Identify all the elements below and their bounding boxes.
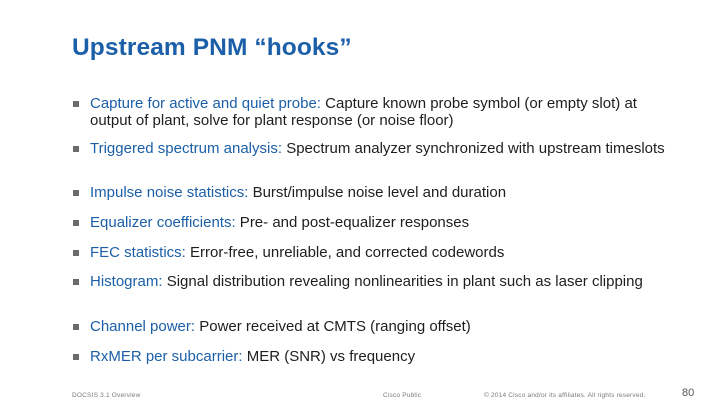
bullet-item <box>72 318 682 335</box>
page-number: 80 <box>682 387 695 399</box>
bullet-text: MER (SNR) vs frequency <box>242 348 416 365</box>
bullet-text: Capture known probe symbol (or empty slot) at output of plant, solve for plant response (or noise floor) <box>90 95 637 129</box>
bullet-lead: Channel power: <box>90 318 196 335</box>
bullet-text: Burst/impulse noise level and duration <box>248 184 507 201</box>
bullet-marker-icon <box>73 190 79 196</box>
bullet-item <box>72 95 682 129</box>
bullet-marker-icon <box>73 146 79 152</box>
bullet-text: Spectrum analyzer synchronized with upstream timeslots <box>282 140 665 157</box>
bullet-item <box>72 244 682 261</box>
bullet-text: Pre- and post-equalizer responses <box>235 214 470 231</box>
bullet-lead: Capture for active and quiet probe: <box>90 95 321 112</box>
bullet-marker-icon <box>73 101 79 107</box>
bullet-text: Error-free, unreliable, and corrected codewords <box>185 244 505 261</box>
bullet-lead: Triggered spectrum analysis: <box>90 140 283 157</box>
bullet-item <box>72 348 682 365</box>
footer-center: Cisco Public <box>383 392 422 399</box>
bullet-lead: RxMER per subcarrier: <box>90 348 243 365</box>
bullet-marker-icon <box>73 279 79 285</box>
bullet-marker-icon <box>73 324 79 330</box>
bullet-item <box>72 140 682 157</box>
bullet-marker-icon <box>73 220 79 226</box>
bullet-lead: FEC statistics: <box>90 244 186 261</box>
bullet-item <box>72 214 682 231</box>
bullet-marker-icon <box>73 354 79 360</box>
bullet-item <box>72 273 682 290</box>
footer-copyright: © 2014 Cisco and/or its affiliates. All rights reserved. <box>484 392 646 399</box>
bullet-text: Signal distribution revealing nonlinearities in plant such as laser clipping <box>162 273 643 290</box>
bullet-lead: Equalizer coefficients: <box>90 214 236 231</box>
bullet-marker-icon <box>73 250 79 256</box>
footer-left: DOCSIS 3.1 Overview <box>72 392 141 399</box>
bullet-item <box>72 184 682 201</box>
bullet-text: Power received at CMTS (ranging offset) <box>195 318 471 335</box>
bullet-lead: Histogram: <box>90 273 163 290</box>
bullet-lead: Impulse noise statistics: <box>90 184 249 201</box>
page-title: Upstream PNM “hooks” <box>72 34 352 61</box>
